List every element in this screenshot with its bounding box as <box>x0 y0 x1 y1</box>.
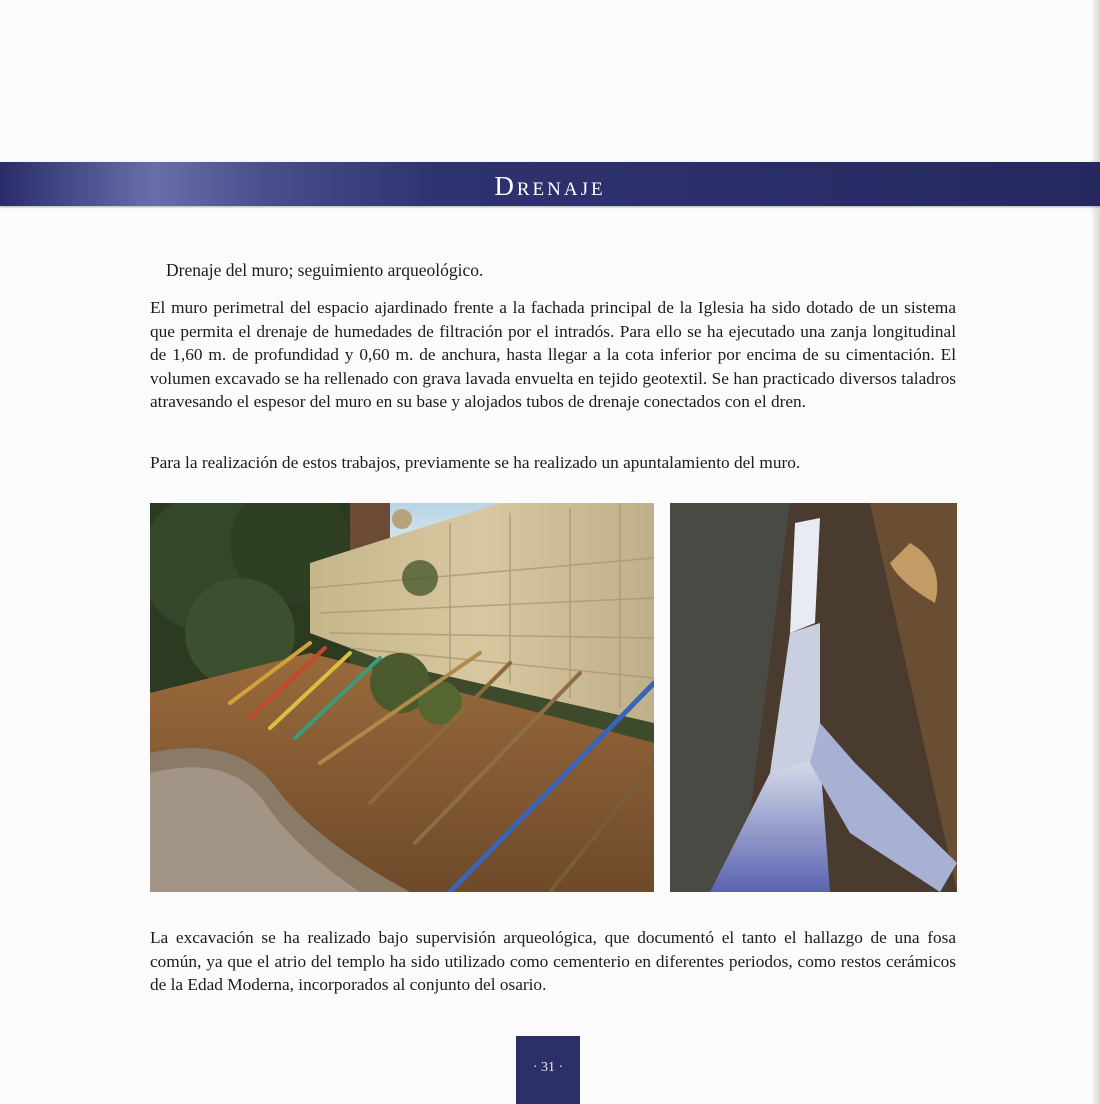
page-number: · 31 · <box>532 1060 564 1075</box>
paragraph-drainage-description: El muro perimetral del espacio ajardinado frente a la fachada principal de la Iglesia ha sido dotado de un sistema que permita el drenaje de humedades de filtración por el intradós. Para ello se ha ejecutado una zanja longitudinal de 1,60 m. de profundidad y 0,60 m. de anchura, hasta llegar a la cota inferior por encima de su cimentación. El volumen excavado se ha rellenado con grava lavada envuelta en tejido geotextil. Se han practicado diversos taladros atravesando el espesor del muro en su base y alojados tubos de drenaje conectados con el dren. <box>150 298 956 411</box>
paragraph-archaeology: La excavación se ha realizado bajo supervisión arqueológica, que documentó el tanto el hallazgo de una fosa común, ya que el atrio del templo ha sido utilizado como cementerio en diferentes periodos, como restos cerámicos de la Edad Moderna, incorporados al conjunto del osario. <box>150 928 956 994</box>
section-title: Drenaje <box>494 171 606 201</box>
paragraph-shoring: Para la realización de estos trabajos, previamente se ha realizado un apuntalamiento del muro. <box>150 453 801 472</box>
photo-wall-shoring <box>150 503 654 892</box>
subtitle: Drenaje del muro; seguimiento arqueológico. <box>166 260 484 280</box>
photo-drain-geotextile <box>670 503 957 892</box>
